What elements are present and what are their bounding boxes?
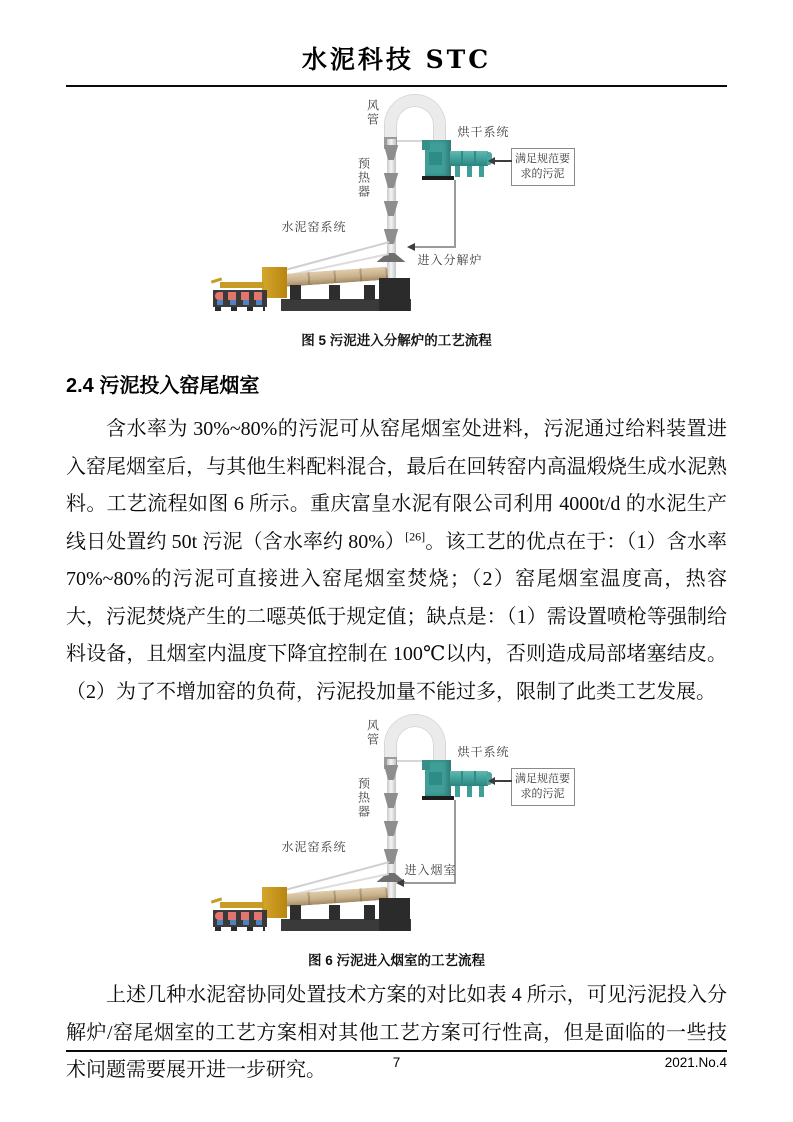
dryer-drum-ring [461, 151, 463, 166]
column-foundation [379, 278, 410, 311]
dryer-foot [455, 786, 460, 797]
dryer-foot [467, 166, 472, 177]
preheater-label: 预热器 [356, 777, 371, 819]
cooler-red-elements [215, 912, 265, 920]
kiln-support-pier [364, 285, 375, 300]
page-footer [66, 1050, 727, 1075]
entry-point-label: 进入烟室 [404, 863, 457, 877]
dried-sludge-duct-horizontal [415, 246, 456, 248]
kiln-support-pier [329, 285, 340, 300]
air-duct-pipe [385, 715, 445, 761]
dryer-base [422, 796, 454, 800]
paragraph1-text-post: 。该工艺的优点在于：（1）含水率 70%~80%的污泥可直接进入窑尾烟室焚烧；（2）窑尾烟室温度高，热容大，污泥焚烧产生的二噁英低于规定值；缺点是：（1）需设置喷枪等强制给料设备，且烟室内温度下降宜控制在 100℃以内，否则造成局部堵塞结皮。（2）为了不增加窑的负荷，污泥投加量不能过多，限制了此类工艺发展。 [66, 530, 728, 703]
body-paragraph-1 [66, 411, 727, 711]
kiln-support-pier [329, 905, 340, 920]
paragraph1-text-pre: 含水率为 30%~80%的污泥可从窑尾烟室处进料，污泥通过给料装置进入窑尾烟室后，与其他生料配料混合，最后在回转窑内高温煅烧生成水泥熟料。工艺流程如图 6 所示。重庆富皇水泥有限公司利用 4000t/d 的水泥生产线日处置约 50t 污泥（含水率约 80%） [66, 418, 727, 553]
issue-label: 2021.No.4 [664, 1055, 727, 1070]
air-pipe-label: 风管 [365, 719, 380, 747]
dryer-hatch [429, 772, 442, 785]
sludge-spec-line1: 满足规范要 [515, 153, 570, 165]
kiln-support-pier [290, 905, 301, 920]
dryer-foot [467, 786, 472, 797]
rotary-kiln [281, 887, 388, 907]
cooler-blue-elements [217, 300, 263, 305]
cyclone-cone [382, 173, 401, 188]
dryer-tower-step [422, 140, 430, 150]
dryer-foot [455, 166, 460, 177]
cyclone-cone [382, 821, 401, 836]
header-rule [66, 85, 727, 87]
cooler-housing-bar [220, 902, 264, 908]
sludge-feed-arrow-head [488, 157, 495, 165]
dryer-drum [450, 151, 488, 166]
cooler-platform-legs [215, 927, 265, 931]
kiln-support-pier [364, 905, 375, 920]
figure6-process-diagram [182, 713, 612, 945]
drying-system-label: 烘干系统 [457, 745, 510, 759]
cooler-housing-bar [220, 282, 264, 288]
dryer-drum [450, 771, 488, 786]
cooler-platform-legs [215, 307, 265, 311]
dryer-drum-ring [474, 151, 476, 166]
footer-row [66, 1055, 727, 1075]
sludge-spec-line2: 求的污泥 [520, 788, 565, 800]
drying-system-label: 烘干系统 [457, 125, 510, 139]
entry-arrow-head [396, 879, 404, 887]
dryer-base [422, 176, 454, 180]
column-foundation [379, 898, 410, 931]
figure6-caption: 图 6 污泥进入烟室的工艺流程 [307, 953, 485, 968]
entry-arrow-head [407, 243, 415, 251]
cement-kiln-system-label: 水泥窑系统 [281, 840, 347, 854]
air-duct-pipe [385, 95, 445, 141]
sludge-feed-arrow-head [488, 777, 495, 785]
sludge-feed-arrow-line [495, 160, 512, 162]
dryer-tower-step [422, 760, 430, 770]
body-paragraph-2: 上述几种水泥窑协同处置技术方案的对比如表 4 所示，可见污泥投入分解炉/窑尾烟室的工艺方案相对其他工艺方案可行性高，但是面临的一些技术问题需要展开进一步研究。 [66, 984, 727, 1081]
dryer-drum-ring [474, 771, 476, 786]
dryer-hatch [429, 152, 442, 165]
rotary-kiln [281, 267, 388, 287]
journal-title: 水泥科技 STC [301, 45, 492, 74]
sludge-spec-box [511, 768, 575, 806]
dryer-drum-ring [461, 771, 463, 786]
kiln-support-pier [290, 285, 301, 300]
dried-sludge-duct-horizontal [404, 882, 456, 884]
sludge-spec-line1: 满足规范要 [515, 773, 570, 785]
dryer-foot [479, 166, 484, 177]
figure5-caption: 图 5 污泥进入分解炉的工艺流程 [301, 333, 492, 348]
cooler-red-elements [215, 292, 265, 300]
page-number: 7 [392, 1055, 401, 1070]
sludge-spec-line2: 求的污泥 [520, 168, 565, 180]
footer-rule [66, 1050, 727, 1052]
air-pipe-label: 风管 [365, 99, 380, 127]
cyclone-cone [382, 793, 401, 808]
sludge-spec-box [511, 148, 575, 186]
cooler-blue-elements [217, 920, 263, 925]
citation-reference: [26] [405, 528, 426, 543]
sludge-feed-arrow-line [495, 780, 512, 782]
cement-kiln-system-label: 水泥窑系统 [281, 220, 347, 234]
dried-sludge-duct-vertical [454, 180, 456, 248]
dryer-foot [479, 786, 484, 797]
preheater-label: 预热器 [356, 157, 371, 199]
section-heading: 2.4 污泥投入窑尾烟室 [66, 375, 260, 397]
cyclone-cone [382, 201, 401, 216]
figure5-process-diagram [182, 93, 612, 325]
entry-point-label: 进入分解炉 [417, 253, 483, 267]
